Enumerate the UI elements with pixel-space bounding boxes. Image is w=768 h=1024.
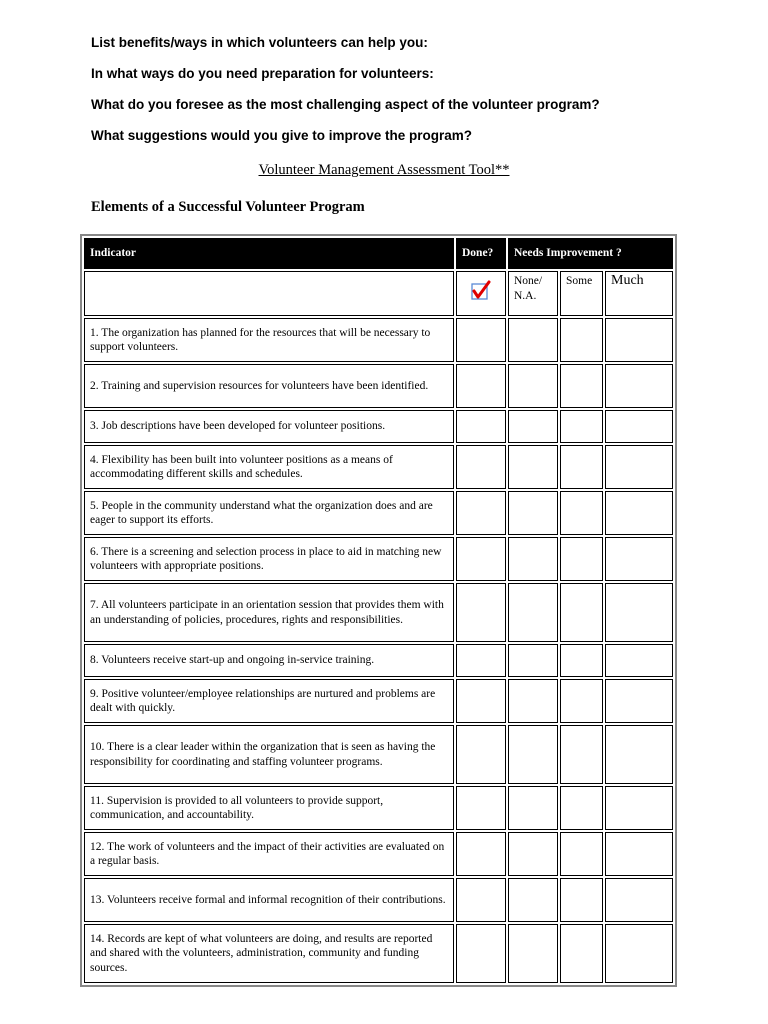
some-cell	[560, 644, 603, 677]
none-cell	[508, 644, 558, 677]
some-cell	[560, 537, 603, 581]
question-challenging: What do you foresee as the most challenging aspect of the volunteer program?	[91, 97, 600, 112]
document-title: Volunteer Management Assessment Tool**	[258, 162, 510, 178]
none-cell	[508, 537, 558, 581]
much-cell	[605, 410, 673, 443]
done-cell	[456, 786, 506, 830]
indicator-cell: 10. There is a clear leader within the organization that is seen as having the responsibility for coordinating and staffing volunteer programs.	[84, 725, 454, 784]
done-cell	[456, 364, 506, 408]
done-cell	[456, 878, 506, 922]
table-row	[84, 318, 673, 362]
indicator-cell: 12. The work of volunteers and the impact of their activities are evaluated on a regular basis.	[84, 832, 454, 876]
some-cell	[560, 445, 603, 489]
table-subheader-row	[84, 271, 673, 316]
none-cell	[508, 445, 558, 489]
some-cell	[560, 878, 603, 922]
done-cell	[456, 644, 506, 677]
much-cell	[605, 786, 673, 830]
much-cell	[605, 679, 673, 723]
checkbox-checked-icon	[470, 280, 492, 307]
indicator-cell: 7. All volunteers participate in an orientation session that provides them with an understanding of policies, procedures, rights and responsibilities.	[84, 583, 454, 642]
much-cell	[605, 445, 673, 489]
done-cell	[456, 445, 506, 489]
header-done: Done?	[456, 238, 506, 269]
table-row	[84, 410, 673, 443]
question-suggestions: What suggestions would you give to improve the program?	[91, 128, 473, 143]
table-row	[84, 491, 673, 535]
some-cell	[560, 583, 603, 642]
none-cell	[508, 832, 558, 876]
subheader-much: Much	[605, 271, 673, 316]
done-cell	[456, 410, 506, 443]
indicator-cell: 4. Flexibility has been built into volunteer positions as a means of accommodating different skills and schedules.	[84, 445, 454, 489]
some-cell	[560, 832, 603, 876]
indicator-cell: 14. Records are kept of what volunteers are doing, and results are reported and shared with the volunteers, administration, community and funding sources.	[84, 924, 454, 983]
none-cell	[508, 583, 558, 642]
header-indicator: Indicator	[84, 238, 454, 269]
done-cell	[456, 679, 506, 723]
much-cell	[605, 318, 673, 362]
some-cell	[560, 786, 603, 830]
table-row	[84, 583, 673, 642]
indicator-cell: 1. The organization has planned for the resources that will be necessary to support volunteers.	[84, 318, 454, 362]
subheader-some: Some	[560, 271, 603, 316]
none-cell	[508, 318, 558, 362]
table-row	[84, 832, 673, 876]
done-cell	[456, 725, 506, 784]
subheader-empty-cell	[84, 271, 454, 316]
table-row	[84, 679, 673, 723]
table-row	[84, 786, 673, 830]
much-cell	[605, 725, 673, 784]
much-cell	[605, 583, 673, 642]
none-cell	[508, 410, 558, 443]
assessment-table	[80, 234, 677, 987]
indicator-cell: 3. Job descriptions have been developed for volunteer positions.	[84, 410, 454, 443]
question-preparation: In what ways do you need preparation for volunteers:	[91, 66, 434, 81]
much-cell	[605, 878, 673, 922]
question-benefits: List benefits/ways in which volunteers can help you:	[91, 35, 428, 50]
indicator-cell: 13. Volunteers receive formal and informal recognition of their contributions.	[84, 878, 454, 922]
table-row	[84, 445, 673, 489]
much-cell	[605, 644, 673, 677]
done-cell	[456, 537, 506, 581]
none-cell	[508, 786, 558, 830]
indicator-cell: 2. Training and supervision resources for volunteers have been identified.	[84, 364, 454, 408]
done-cell	[456, 491, 506, 535]
document-subtitle: Elements of a Successful Volunteer Program	[91, 199, 365, 215]
some-cell	[560, 410, 603, 443]
header-needs-improvement: Needs Improvement ?	[508, 238, 673, 269]
none-cell	[508, 679, 558, 723]
some-cell	[560, 364, 603, 408]
table-row	[84, 725, 673, 784]
done-cell	[456, 318, 506, 362]
subheader-none: None/ N.A.	[508, 271, 558, 316]
done-marker-cell	[456, 271, 506, 316]
some-cell	[560, 318, 603, 362]
some-cell	[560, 725, 603, 784]
table-header-row	[84, 238, 673, 269]
table-row	[84, 537, 673, 581]
none-cell	[508, 924, 558, 983]
table-row	[84, 924, 673, 983]
none-cell	[508, 725, 558, 784]
indicator-cell: 11. Supervision is provided to all volunteers to provide support, communication, and accountability.	[84, 786, 454, 830]
none-cell	[508, 878, 558, 922]
done-cell	[456, 924, 506, 983]
indicator-cell: 6. There is a screening and selection process in place to aid in matching new volunteers with appropriate positions.	[84, 537, 454, 581]
table-row	[84, 878, 673, 922]
some-cell	[560, 679, 603, 723]
indicator-cell: 5. People in the community understand what the organization does and are eager to support its efforts.	[84, 491, 454, 535]
much-cell	[605, 364, 673, 408]
much-cell	[605, 924, 673, 983]
much-cell	[605, 537, 673, 581]
indicator-cell: 8. Volunteers receive start-up and ongoing in-service training.	[84, 644, 454, 677]
indicator-cell: 9. Positive volunteer/employee relationships are nurtured and problems are dealt with quickly.	[84, 679, 454, 723]
much-cell	[605, 832, 673, 876]
much-cell	[605, 491, 673, 535]
table-row	[84, 644, 673, 677]
some-cell	[560, 924, 603, 983]
done-cell	[456, 832, 506, 876]
some-cell	[560, 491, 603, 535]
table-row	[84, 364, 673, 408]
done-cell	[456, 583, 506, 642]
none-cell	[508, 491, 558, 535]
none-cell	[508, 364, 558, 408]
